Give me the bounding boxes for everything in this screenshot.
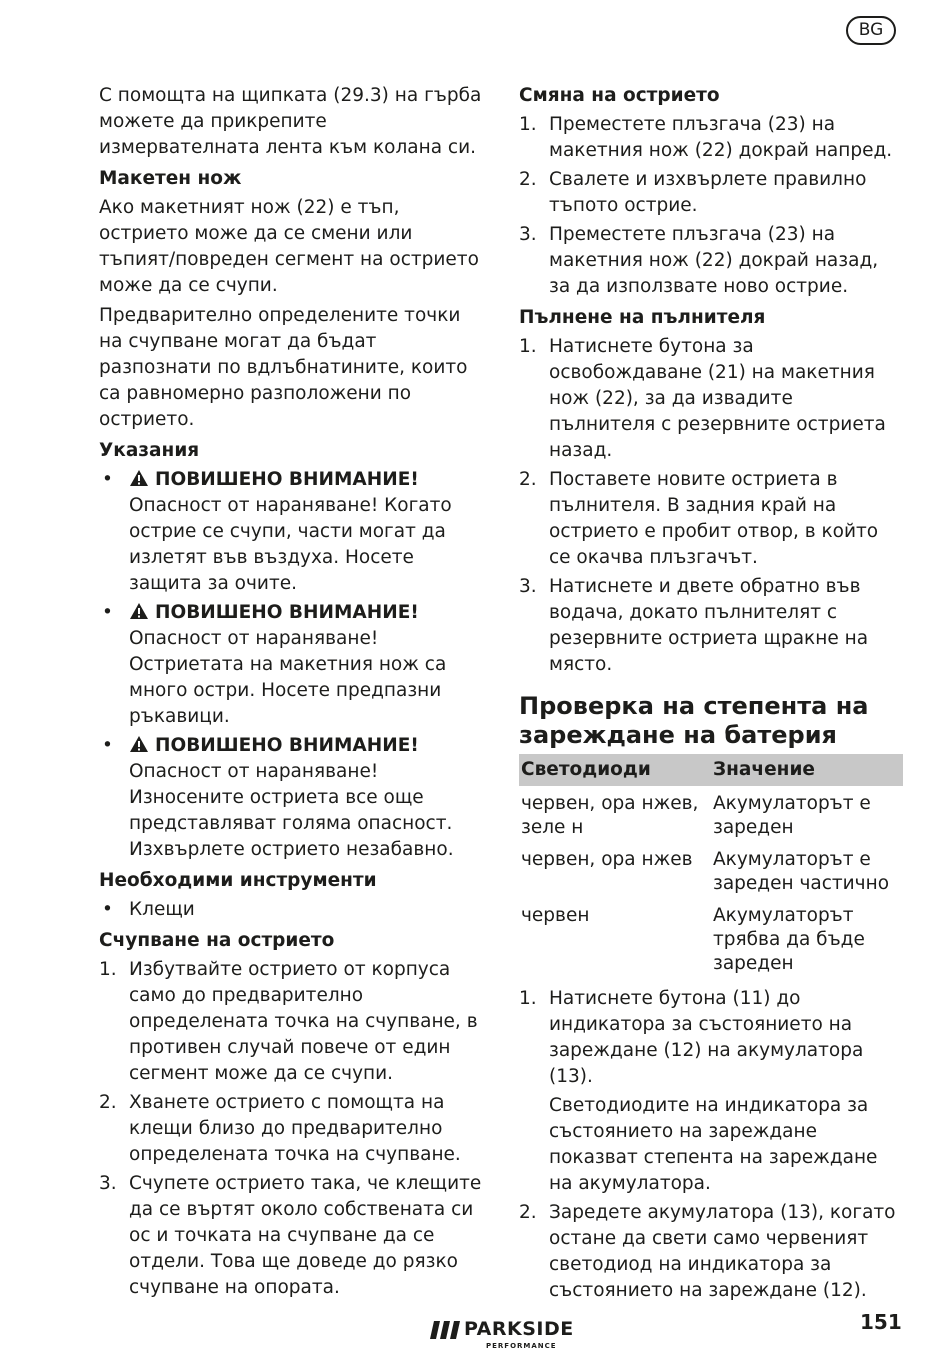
step-item: 1. Натиснете бутона за освобождаване (21) на макетния нож (22), за да извадите пълнителя с резервните остриета назад. <box>519 336 886 461</box>
table-cell: Акумулаторът е зареден частично <box>713 849 890 894</box>
warning-item <box>99 600 484 730</box>
column-header: Светодиоди <box>519 754 711 786</box>
refill-steps <box>519 334 901 678</box>
break-steps <box>99 957 484 1301</box>
intro-paragraph: С помощта на щипката (29.3) на гърба можете да прикрепите измервателната лента към колана си. <box>99 85 482 158</box>
step-item: 3. Натиснете и двете обратно във водача, докато пълнителят с резервните остриета щракне на място. <box>519 576 869 675</box>
refill-heading: Пълнене на пълнителя <box>519 307 766 328</box>
change-steps <box>519 112 901 300</box>
step-item: 1. Преместете плъзгача (23) на макетния нож (22) докрай напред. <box>519 114 893 161</box>
table-row <box>519 898 903 978</box>
step-item: 3. Преместете плъзгача (23) на макетния нож (22) докрай назад, за да използвате ново острие. <box>519 224 879 297</box>
warning-text: Опасност от нараняване! Износените остриета все още представляват голяма опасност. Изхвърлете острието незабавно. <box>129 761 454 860</box>
table-row <box>519 842 903 898</box>
battery-heading: Проверка на степента на зареждане на батерия <box>519 692 869 749</box>
warning-triangle-icon <box>129 735 149 753</box>
step-item: 3. Счупете острието така, че клещите да се въртят около собствената си ос и точката на счупване да се отдели. Това ще доведе до рязко счупване на опората. <box>99 1173 482 1298</box>
step-item: 2. Хванете острието с помощта на клещи близо до предварително определената точка на счупване. <box>99 1092 461 1165</box>
step-item: 2. Свалете и изхвърлете правилно тъпото острие. <box>519 169 867 216</box>
warning-text: Опасност от нараняване! Когато острие се счупи, части могат да излетят във въздуха. Носете защита за очите. <box>129 495 452 594</box>
warning-item <box>99 467 484 597</box>
table-cell: Акумулаторът е зареден <box>713 793 871 838</box>
change-heading: Смяна на острието <box>519 85 720 106</box>
table-cell: червен <box>521 905 590 926</box>
logo-subtext: PERFORMANCE <box>486 1342 557 1350</box>
warning-item <box>99 733 484 863</box>
right-column <box>519 83 901 1308</box>
warning-title: ПОВИШЕНО ВНИМАНИЕ! <box>129 733 484 759</box>
step-item: 2. Поставете новите остриета в пълнителя. В задния край на острието е пробит отвор, в който се окачва плъзгачът. <box>519 469 879 568</box>
parkside-logo <box>430 1318 580 1354</box>
bullet: • <box>102 469 113 490</box>
logo-text: PARKSIDE <box>464 1318 574 1340</box>
page-number: 151 <box>860 1310 902 1334</box>
step-subparagraph: Светодиодите на индикатора за състоянието на зареждане показват степента на зареждане на акумулатора. <box>549 1095 878 1194</box>
tool-item: • Клещи <box>99 897 484 923</box>
knife-heading: Макетен нож <box>99 168 242 189</box>
notes-heading: Указания <box>99 440 200 461</box>
language-badge: BG <box>846 16 896 45</box>
warnings-list <box>99 467 484 863</box>
table-header-row <box>519 754 903 786</box>
step-item: 2. Заредете акумулатора (13), когато остане да свети само червеният светодиод на индикатора за състоянието на зареждане (12). <box>519 1202 896 1301</box>
table-row <box>519 786 903 842</box>
step-item: 1. Натиснете бутона (11) до индикатора за състоянието на зареждане (12) на акумулатора (13). Светодиодите на индикатора за състоянието на зареждане показват степента на зареждане на акумулатора. <box>519 986 901 1197</box>
table-cell: Акумулаторът трябва да бъде зареден <box>713 905 865 974</box>
bullet: • <box>102 899 113 920</box>
step-item: 1. Избутвайте острието от корпуса само до предварително определената точка на счупване, в противен случай повече от един сегмент може да се счупи. <box>99 959 478 1084</box>
knife-paragraph-2: Предварително определените точки на счупване могат да бъдат разпознати по вдлъбнатините, които са равномерно разположени по острието. <box>99 305 468 430</box>
left-column <box>99 83 484 1305</box>
break-heading: Счупване на острието <box>99 930 335 951</box>
knife-paragraph-1: Ако макетният нож (22) е тъп, острието може да се смени или тъпият/повреден сегмент на острието може да се счупи. <box>99 197 479 296</box>
warning-title: ПОВИШЕНО ВНИМАНИЕ! <box>129 467 484 493</box>
tools-list <box>99 897 484 923</box>
table-cell: червен, ора нжев <box>521 849 693 870</box>
warning-triangle-icon <box>129 469 149 487</box>
bullet: • <box>102 735 113 756</box>
tools-heading: Необходими инструменти <box>99 870 377 891</box>
warning-title: ПОВИШЕНО ВНИМАНИЕ! <box>129 600 484 626</box>
led-table <box>519 754 903 978</box>
parkside-stripes-logo <box>430 1321 460 1339</box>
battery-steps <box>519 986 901 1304</box>
warning-triangle-icon <box>129 602 149 620</box>
warning-text: Опасност от нараняване! Остриетата на макетния нож са много остри. Носете предпазни ръкавици. <box>129 628 447 727</box>
table-cell: червен, ора нжев, зеле н <box>521 793 699 838</box>
column-header: Значение <box>711 754 903 786</box>
bullet: • <box>102 602 113 623</box>
